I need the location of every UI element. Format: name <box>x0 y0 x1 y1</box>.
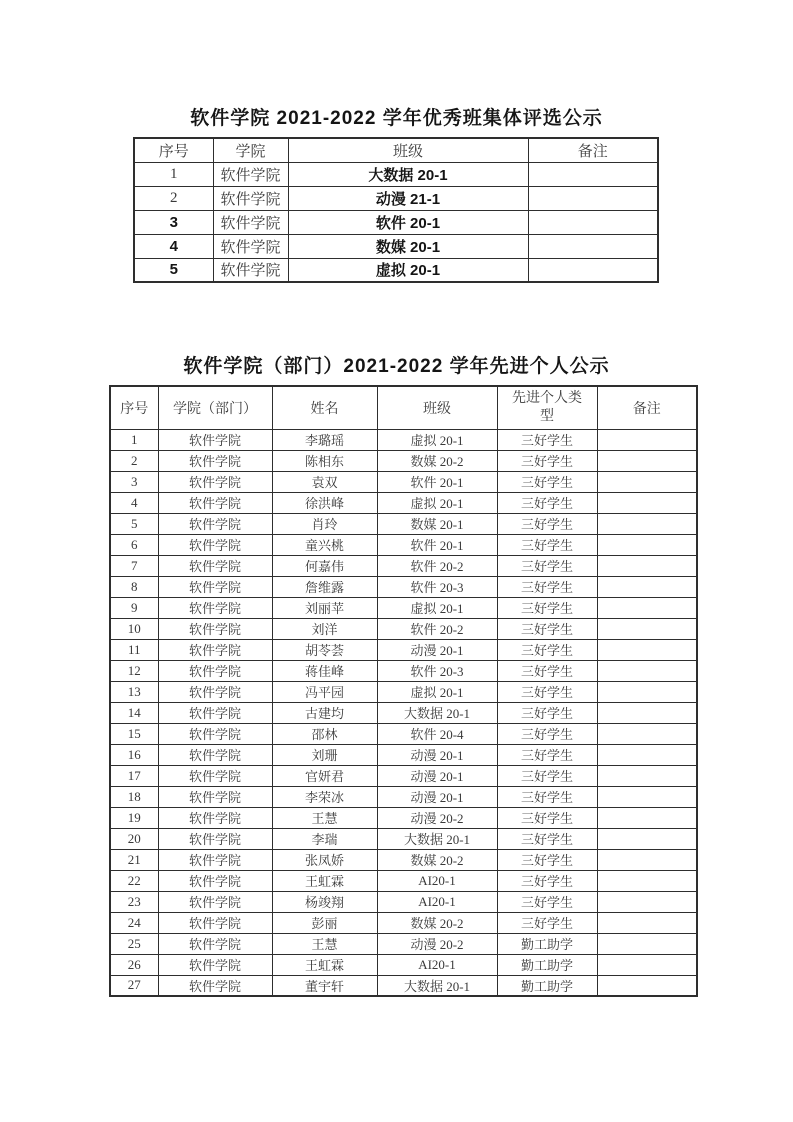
class-cell: 软件 20-1 <box>288 210 528 234</box>
table-row <box>110 744 697 765</box>
class-cell: 虚拟 20-1 <box>377 492 497 513</box>
name-cell: 李荣冰 <box>272 786 377 807</box>
remark-cell <box>597 681 697 702</box>
class-cell: 大数据 20-1 <box>377 975 497 996</box>
college-cell: 软件学院 <box>158 933 272 954</box>
no-cell: 26 <box>110 954 158 975</box>
college-cell: 软件学院 <box>158 576 272 597</box>
type-cell: 勤工助学 <box>497 954 597 975</box>
class-cell: 大数据 20-1 <box>377 828 497 849</box>
type-cell: 三好学生 <box>497 765 597 786</box>
table-row <box>110 471 697 492</box>
remark-cell <box>528 162 658 186</box>
no-cell: 13 <box>110 681 158 702</box>
remark-cell <box>597 954 697 975</box>
name-cell: 袁双 <box>272 471 377 492</box>
class-cell: 数媒 20-2 <box>377 450 497 471</box>
table-row <box>110 681 697 702</box>
table-row <box>110 576 697 597</box>
college-cell: 软件学院 <box>158 618 272 639</box>
college-cell: 软件学院 <box>213 258 288 282</box>
header-class: 班级 <box>288 138 528 162</box>
table-row <box>134 258 658 282</box>
class-cell: AI20-1 <box>377 891 497 912</box>
remark-cell <box>597 702 697 723</box>
college-cell: 软件学院 <box>158 807 272 828</box>
remark-cell <box>597 765 697 786</box>
college-cell: 软件学院 <box>158 912 272 933</box>
no-cell: 1 <box>134 162 213 186</box>
type-cell: 勤工助学 <box>497 975 597 996</box>
header-name: 姓名 <box>272 386 377 429</box>
type-cell: 三好学生 <box>497 807 597 828</box>
no-cell: 16 <box>110 744 158 765</box>
college-cell: 软件学院 <box>158 639 272 660</box>
college-cell: 软件学院 <box>158 891 272 912</box>
name-cell: 童兴桃 <box>272 534 377 555</box>
no-cell: 10 <box>110 618 158 639</box>
type-cell: 三好学生 <box>497 723 597 744</box>
type-cell: 三好学生 <box>497 744 597 765</box>
class-cell: 动漫 20-1 <box>377 744 497 765</box>
class-cell: 大数据 20-1 <box>288 162 528 186</box>
name-cell: 李瑞 <box>272 828 377 849</box>
name-cell: 王慧 <box>272 807 377 828</box>
no-cell: 15 <box>110 723 158 744</box>
no-cell: 6 <box>110 534 158 555</box>
college-cell: 软件学院 <box>158 702 272 723</box>
class-cell: 软件 20-1 <box>377 471 497 492</box>
name-cell: 胡苓荟 <box>272 639 377 660</box>
name-cell: 古建均 <box>272 702 377 723</box>
no-cell: 14 <box>110 702 158 723</box>
table-row <box>110 618 697 639</box>
name-cell: 刘丽苹 <box>272 597 377 618</box>
class-cell: 动漫 20-2 <box>377 807 497 828</box>
table-row <box>110 849 697 870</box>
name-cell: 刘洋 <box>272 618 377 639</box>
table-row <box>110 891 697 912</box>
class-cell: 大数据 20-1 <box>377 702 497 723</box>
college-cell: 软件学院 <box>158 450 272 471</box>
class-award-title: 软件学院 2021-2022 学年优秀班集体评选公示 <box>190 108 603 129</box>
table-row <box>110 954 697 975</box>
no-cell: 4 <box>110 492 158 513</box>
table-row <box>134 210 658 234</box>
name-cell: 张凤娇 <box>272 849 377 870</box>
class-cell: 动漫 20-1 <box>377 765 497 786</box>
no-cell: 7 <box>110 555 158 576</box>
no-cell: 27 <box>110 975 158 996</box>
college-cell: 软件学院 <box>158 534 272 555</box>
college-cell: 软件学院 <box>158 681 272 702</box>
college-cell: 软件学院 <box>158 765 272 786</box>
type-cell: 三好学生 <box>497 492 597 513</box>
type-cell: 三好学生 <box>497 555 597 576</box>
type-cell: 三好学生 <box>497 639 597 660</box>
individual-award-header-row <box>110 386 697 429</box>
table-row <box>110 807 697 828</box>
remark-cell <box>528 186 658 210</box>
remark-cell <box>597 828 697 849</box>
name-cell: 徐洪峰 <box>272 492 377 513</box>
remark-cell <box>597 534 697 555</box>
class-cell: 软件 20-1 <box>377 534 497 555</box>
college-cell: 软件学院 <box>158 870 272 891</box>
table-row <box>110 450 697 471</box>
college-cell: 软件学院 <box>158 849 272 870</box>
college-cell: 软件学院 <box>158 744 272 765</box>
class-cell: 动漫 20-1 <box>377 639 497 660</box>
class-cell: AI20-1 <box>377 870 497 891</box>
remark-cell <box>528 210 658 234</box>
college-cell: 软件学院 <box>158 723 272 744</box>
no-cell: 8 <box>110 576 158 597</box>
college-cell: 软件学院 <box>158 975 272 996</box>
college-cell: 软件学院 <box>213 234 288 258</box>
type-cell: 三好学生 <box>497 429 597 450</box>
name-cell: 官妍君 <box>272 765 377 786</box>
college-cell: 软件学院 <box>158 492 272 513</box>
type-cell: 三好学生 <box>497 513 597 534</box>
no-cell: 23 <box>110 891 158 912</box>
type-cell: 三好学生 <box>497 618 597 639</box>
type-cell: 三好学生 <box>497 471 597 492</box>
class-cell: AI20-1 <box>377 954 497 975</box>
table-row <box>110 534 697 555</box>
individual-award-title: 软件学院（部门）2021-2022 学年先进个人公示 <box>183 356 610 377</box>
name-cell: 王虹霖 <box>272 954 377 975</box>
header-type <box>497 386 597 429</box>
name-cell: 王慧 <box>272 933 377 954</box>
no-cell: 3 <box>134 210 213 234</box>
class-award-header-row <box>134 138 658 162</box>
remark-cell <box>597 933 697 954</box>
table-row <box>134 186 658 210</box>
college-cell: 软件学院 <box>158 597 272 618</box>
remark-cell <box>528 258 658 282</box>
individual-award-table <box>109 385 698 997</box>
remark-cell <box>597 555 697 576</box>
name-cell: 王虹霖 <box>272 870 377 891</box>
name-cell: 詹维露 <box>272 576 377 597</box>
class-cell: 软件 20-2 <box>377 555 497 576</box>
college-cell: 软件学院 <box>213 186 288 210</box>
table-row <box>110 933 697 954</box>
table-row <box>110 429 697 450</box>
table-row <box>110 639 697 660</box>
table-row <box>110 597 697 618</box>
type-cell: 三好学生 <box>497 849 597 870</box>
remark-cell <box>528 234 658 258</box>
table-row <box>134 234 658 258</box>
class-cell: 动漫 21-1 <box>288 186 528 210</box>
class-cell: 数媒 20-1 <box>288 234 528 258</box>
no-cell: 17 <box>110 765 158 786</box>
remark-cell <box>597 912 697 933</box>
no-cell: 20 <box>110 828 158 849</box>
name-cell: 蒋佳峰 <box>272 660 377 681</box>
table-row <box>110 828 697 849</box>
header-type-label: 先进个人类型 <box>511 390 582 424</box>
no-cell: 24 <box>110 912 158 933</box>
table-row <box>110 660 697 681</box>
class-cell: 动漫 20-1 <box>377 786 497 807</box>
header-remark: 备注 <box>597 386 697 429</box>
no-cell: 25 <box>110 933 158 954</box>
name-cell: 刘珊 <box>272 744 377 765</box>
remark-cell <box>597 786 697 807</box>
no-cell: 9 <box>110 597 158 618</box>
class-cell: 动漫 20-2 <box>377 933 497 954</box>
class-cell: 软件 20-3 <box>377 660 497 681</box>
class-cell: 虚拟 20-1 <box>377 681 497 702</box>
type-cell: 三好学生 <box>497 828 597 849</box>
name-cell: 李璐瑶 <box>272 429 377 450</box>
no-cell: 3 <box>110 471 158 492</box>
individual-award-table-body <box>110 429 697 996</box>
college-cell: 软件学院 <box>158 555 272 576</box>
remark-cell <box>597 807 697 828</box>
college-cell: 软件学院 <box>213 210 288 234</box>
table-row <box>110 870 697 891</box>
class-award-table <box>133 137 659 283</box>
type-cell: 三好学生 <box>497 534 597 555</box>
type-cell: 三好学生 <box>497 660 597 681</box>
type-cell: 三好学生 <box>497 681 597 702</box>
remark-cell <box>597 723 697 744</box>
class-award-table-body <box>134 162 658 282</box>
remark-cell <box>597 744 697 765</box>
class-cell: 软件 20-3 <box>377 576 497 597</box>
no-cell: 1 <box>110 429 158 450</box>
no-cell: 21 <box>110 849 158 870</box>
header-college-dept: 学院（部门） <box>158 386 272 429</box>
table-row <box>110 786 697 807</box>
class-cell: 虚拟 20-1 <box>288 258 528 282</box>
table-row <box>110 975 697 996</box>
table-row <box>110 513 697 534</box>
class-cell: 虚拟 20-1 <box>377 597 497 618</box>
remark-cell <box>597 576 697 597</box>
remark-cell <box>597 660 697 681</box>
header-class: 班级 <box>377 386 497 429</box>
no-cell: 12 <box>110 660 158 681</box>
name-cell: 陈相东 <box>272 450 377 471</box>
type-cell: 三好学生 <box>497 870 597 891</box>
no-cell: 19 <box>110 807 158 828</box>
name-cell: 肖玲 <box>272 513 377 534</box>
remark-cell <box>597 597 697 618</box>
type-cell: 三好学生 <box>497 912 597 933</box>
type-cell: 勤工助学 <box>497 933 597 954</box>
type-cell: 三好学生 <box>497 891 597 912</box>
type-cell: 三好学生 <box>497 576 597 597</box>
remark-cell <box>597 492 697 513</box>
table-row <box>110 723 697 744</box>
remark-cell <box>597 870 697 891</box>
no-cell: 5 <box>110 513 158 534</box>
type-cell: 三好学生 <box>497 597 597 618</box>
class-cell: 虚拟 20-1 <box>377 429 497 450</box>
no-cell: 11 <box>110 639 158 660</box>
class-cell: 数媒 20-2 <box>377 912 497 933</box>
remark-cell <box>597 639 697 660</box>
no-cell: 2 <box>134 186 213 210</box>
header-remark: 备注 <box>528 138 658 162</box>
name-cell: 彭丽 <box>272 912 377 933</box>
remark-cell <box>597 849 697 870</box>
college-cell: 软件学院 <box>158 660 272 681</box>
type-cell: 三好学生 <box>497 450 597 471</box>
remark-cell <box>597 450 697 471</box>
no-cell: 4 <box>134 234 213 258</box>
class-cell: 数媒 20-1 <box>377 513 497 534</box>
remark-cell <box>597 975 697 996</box>
college-cell: 软件学院 <box>158 429 272 450</box>
college-cell: 软件学院 <box>158 828 272 849</box>
name-cell: 董宇轩 <box>272 975 377 996</box>
college-cell: 软件学院 <box>158 786 272 807</box>
header-college: 学院 <box>213 138 288 162</box>
header-no: 序号 <box>110 386 158 429</box>
name-cell: 邵林 <box>272 723 377 744</box>
remark-cell <box>597 513 697 534</box>
table-row <box>134 162 658 186</box>
class-cell: 软件 20-2 <box>377 618 497 639</box>
table-row <box>110 912 697 933</box>
name-cell: 冯平园 <box>272 681 377 702</box>
no-cell: 5 <box>134 258 213 282</box>
table-row <box>110 492 697 513</box>
type-cell: 三好学生 <box>497 702 597 723</box>
remark-cell <box>597 618 697 639</box>
no-cell: 18 <box>110 786 158 807</box>
remark-cell <box>597 429 697 450</box>
no-cell: 2 <box>110 450 158 471</box>
remark-cell <box>597 891 697 912</box>
class-cell: 数媒 20-2 <box>377 849 497 870</box>
college-cell: 软件学院 <box>158 471 272 492</box>
table-row <box>110 702 697 723</box>
college-cell: 软件学院 <box>158 513 272 534</box>
type-cell: 三好学生 <box>497 786 597 807</box>
no-cell: 22 <box>110 870 158 891</box>
college-cell: 软件学院 <box>158 954 272 975</box>
table-row <box>110 555 697 576</box>
remark-cell <box>597 471 697 492</box>
name-cell: 杨竣翔 <box>272 891 377 912</box>
name-cell: 何嘉伟 <box>272 555 377 576</box>
college-cell: 软件学院 <box>213 162 288 186</box>
table-row <box>110 765 697 786</box>
header-no: 序号 <box>134 138 213 162</box>
class-cell: 软件 20-4 <box>377 723 497 744</box>
